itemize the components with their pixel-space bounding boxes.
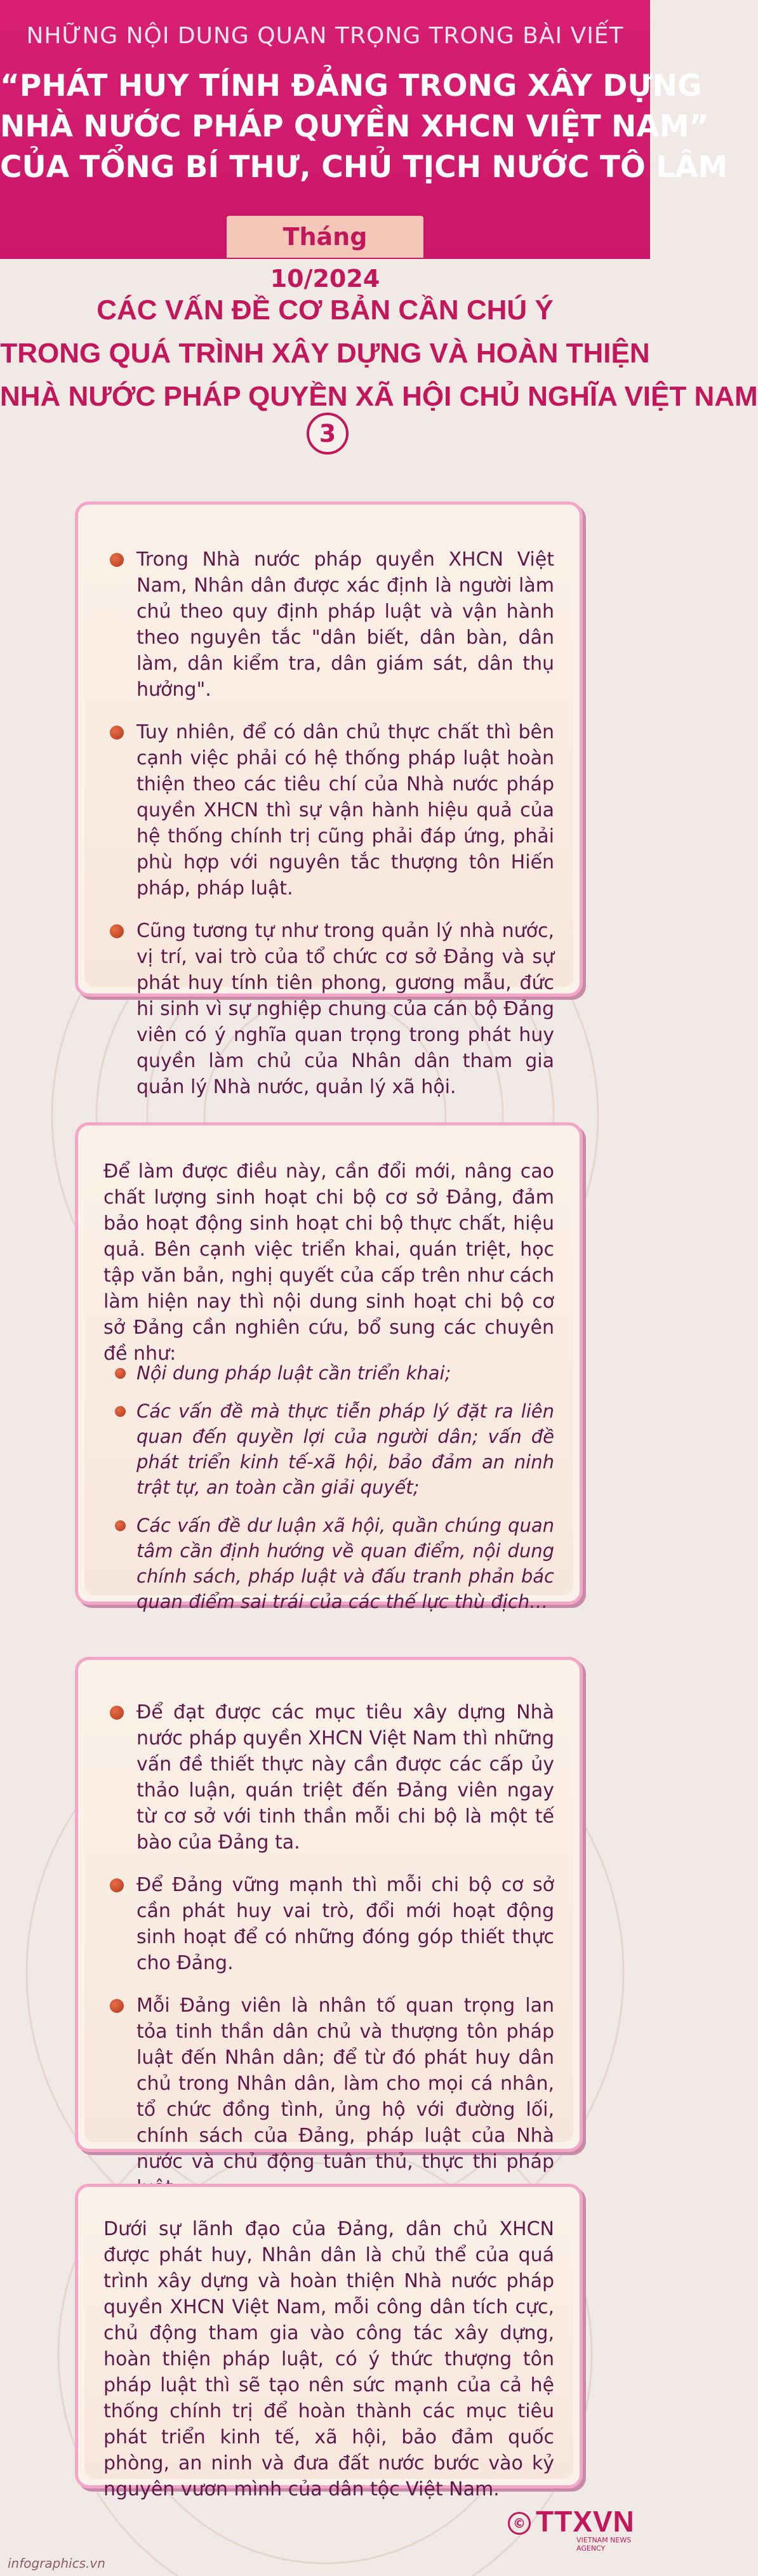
header-title-line: NHÀ NƯỚC PHÁP QUYỀN XHCN VIỆT NAM” — [0, 109, 709, 144]
subtitle-line: TRONG QUÁ TRÌNH XÂY DỰNG VÀ HOÀN THIỆN — [0, 338, 650, 369]
month-badge: Tháng 10/2024 — [227, 216, 423, 258]
header-title — [0, 66, 728, 188]
bullet-item: Trong Nhà nước pháp quyền XHCN Việt Nam, Nhân dân được xác định là người làm chủ theo quy định pháp luật và vận hành theo nguyên tắc "dân biết, dân bàn, dân làm, dân kiểm tra, dân giám sát, dân thụ hưởng". — [136, 547, 554, 703]
card-democracy — [75, 501, 583, 1098]
logo-tagline: VIETNAM NEWS AGENCY — [576, 2536, 632, 2553]
bullet-list — [136, 547, 554, 1117]
card-party-members — [75, 1657, 583, 2173]
topic-list — [136, 1360, 554, 1627]
card-intro-text: Để làm được điều này, cần đổi mới, nâng cao chất lượng sinh hoạt chi bộ cơ sở Đảng, đảm bảo hoạt động sinh hoạt chi bộ thực chất, hiệu quả. Bên cạnh việc triển khai, quán triệt, học tập văn bản, nghị quyết của cấp trên như cách làm hiện nay thì nội dung sinh hoạt chi bộ cơ sở Đảng cần nghiên cứu, bổ sung các chuyên đề như: — [103, 1160, 554, 1365]
topic-item: Nội dung pháp luật cần triển khai; — [136, 1360, 554, 1386]
section-number-badge: 3 — [307, 413, 349, 455]
conclusion-text: Dưới sự lãnh đạo của Đảng, dân chủ XHCN được phát huy, Nhân dân là chủ thể của quá trình xây dựng và hoàn thiện Nhà nước pháp quyền XHCN Việt Nam, mỗi công dân tích cực, chủ động tham gia vào công tác xây dựng, hoàn thiện pháp luật, có ý thức thượng tôn pháp luật thì sẽ tạo nên sức mạnh của cả hệ thống chính trị để hoàn thành các mục tiêu phát triển kinh tế, xã hội, bảo đảm quốc phòng, an ninh và đưa đất nước bước vào kỷ nguyên vươn mình của dân tộc Việt Nam. — [103, 2218, 554, 2500]
topic-item: Các vấn đề mà thực tiễn pháp lý đặt ra liên quan đến quyền lợi của người dân; vấn đề phát triển kinh tế-xã hội, bảo đảm an ninh trật tự, an toàn cần giải quyết; — [136, 1398, 554, 1500]
subtitle-line: CÁC VẤN ĐỀ CƠ BẢN CẦN CHÚ Ý — [96, 295, 554, 326]
copyright-icon: © — [508, 2512, 531, 2535]
card-party-cell-activities — [75, 1122, 583, 1612]
bullet-item: Cũng tương tự như trong quản lý nhà nước, vị trí, vai trò của tổ chức cơ sở Đảng và sự phát huy tính tiên phong, gương mẫu, đức hi sinh vì sự nghiệp chung của cán bộ Đảng viên có ý nghĩa quan trọng trong phát huy quyền làm chủ của Nhân dân tham gia quản lý Nhà nước, quản lý xã hội. — [136, 918, 554, 1100]
bullet-list — [136, 1699, 554, 2217]
bullet-item: Để Đảng vững mạnh thì mỗi chi bộ cơ sở cần phát huy vai trò, đổi mới hoạt động sinh hoạt để có những đóng góp thiết thực cho Đảng. — [136, 1872, 554, 1976]
header-kicker: NHỮNG NỘI DUNG QUAN TRỌNG TRONG BÀI VIẾT — [26, 23, 624, 49]
bullet-item: Tuy nhiên, để có dân chủ thực chất thì bên cạnh việc phải có hệ thống pháp luật hoàn thiện theo các tiêu chí của Nhà nước pháp quyền XHCN thì sự vận hành hiệu quả của hệ thống chính trị cũng phải đáp ứng, phải phù hợp với nguyên tắc thượng tôn Hiến pháp, pháp luật. — [136, 719, 554, 901]
footer-credit: infographics.vn — [8, 2556, 105, 2571]
section-subtitle — [0, 289, 758, 418]
subtitle-line: NHÀ NƯỚC PHÁP QUYỀN XÃ HỘI CHỦ NGHĨA VIỆT NAM — [0, 381, 758, 412]
card-conclusion — [75, 2184, 583, 2500]
header-title-line: “PHÁT HUY TÍNH ĐẢNG TRONG XÂY DỰNG — [0, 69, 702, 103]
topic-item: Các vấn đề dư luận xã hội, quần chúng quan tâm cần định hướng về quan điểm, nội dung chính sách, pháp luật và đấu tranh phản bác quan điểm sai trái của các thế lực thù địch… — [136, 1513, 554, 1614]
logo-name: TTXVN — [536, 2505, 635, 2538]
header-title-line: CỦA TỔNG BÍ THƯ, CHỦ TỊCH NƯỚC TÔ LÂM — [0, 150, 728, 185]
bullet-item: Để đạt được các mục tiêu xây dựng Nhà nước pháp quyền XHCN Việt Nam thì những vấn đề thiết thực này cần được các cấp ủy thảo luận, quán triệt đến Đảng viên ngay từ cơ sở với tinh thần mỗi chi bộ là một tế bào của Đảng ta. — [136, 1699, 554, 1856]
bullet-item: Mỗi Đảng viên là nhân tố quan trọng lan tỏa tinh thần dân chủ và thượng tôn pháp luật đến Nhân dân; để từ đó phát huy dân chủ trong Nhân dân, làm cho mọi cá nhân, tổ chức đồng tình, ủng hộ với đường lối, chính sách của Đảng, pháp luật của Nhà nước và chủ động tuân thủ, thực thi pháp — [136, 1993, 554, 2201]
ttxvn-logo — [508, 2504, 641, 2553]
